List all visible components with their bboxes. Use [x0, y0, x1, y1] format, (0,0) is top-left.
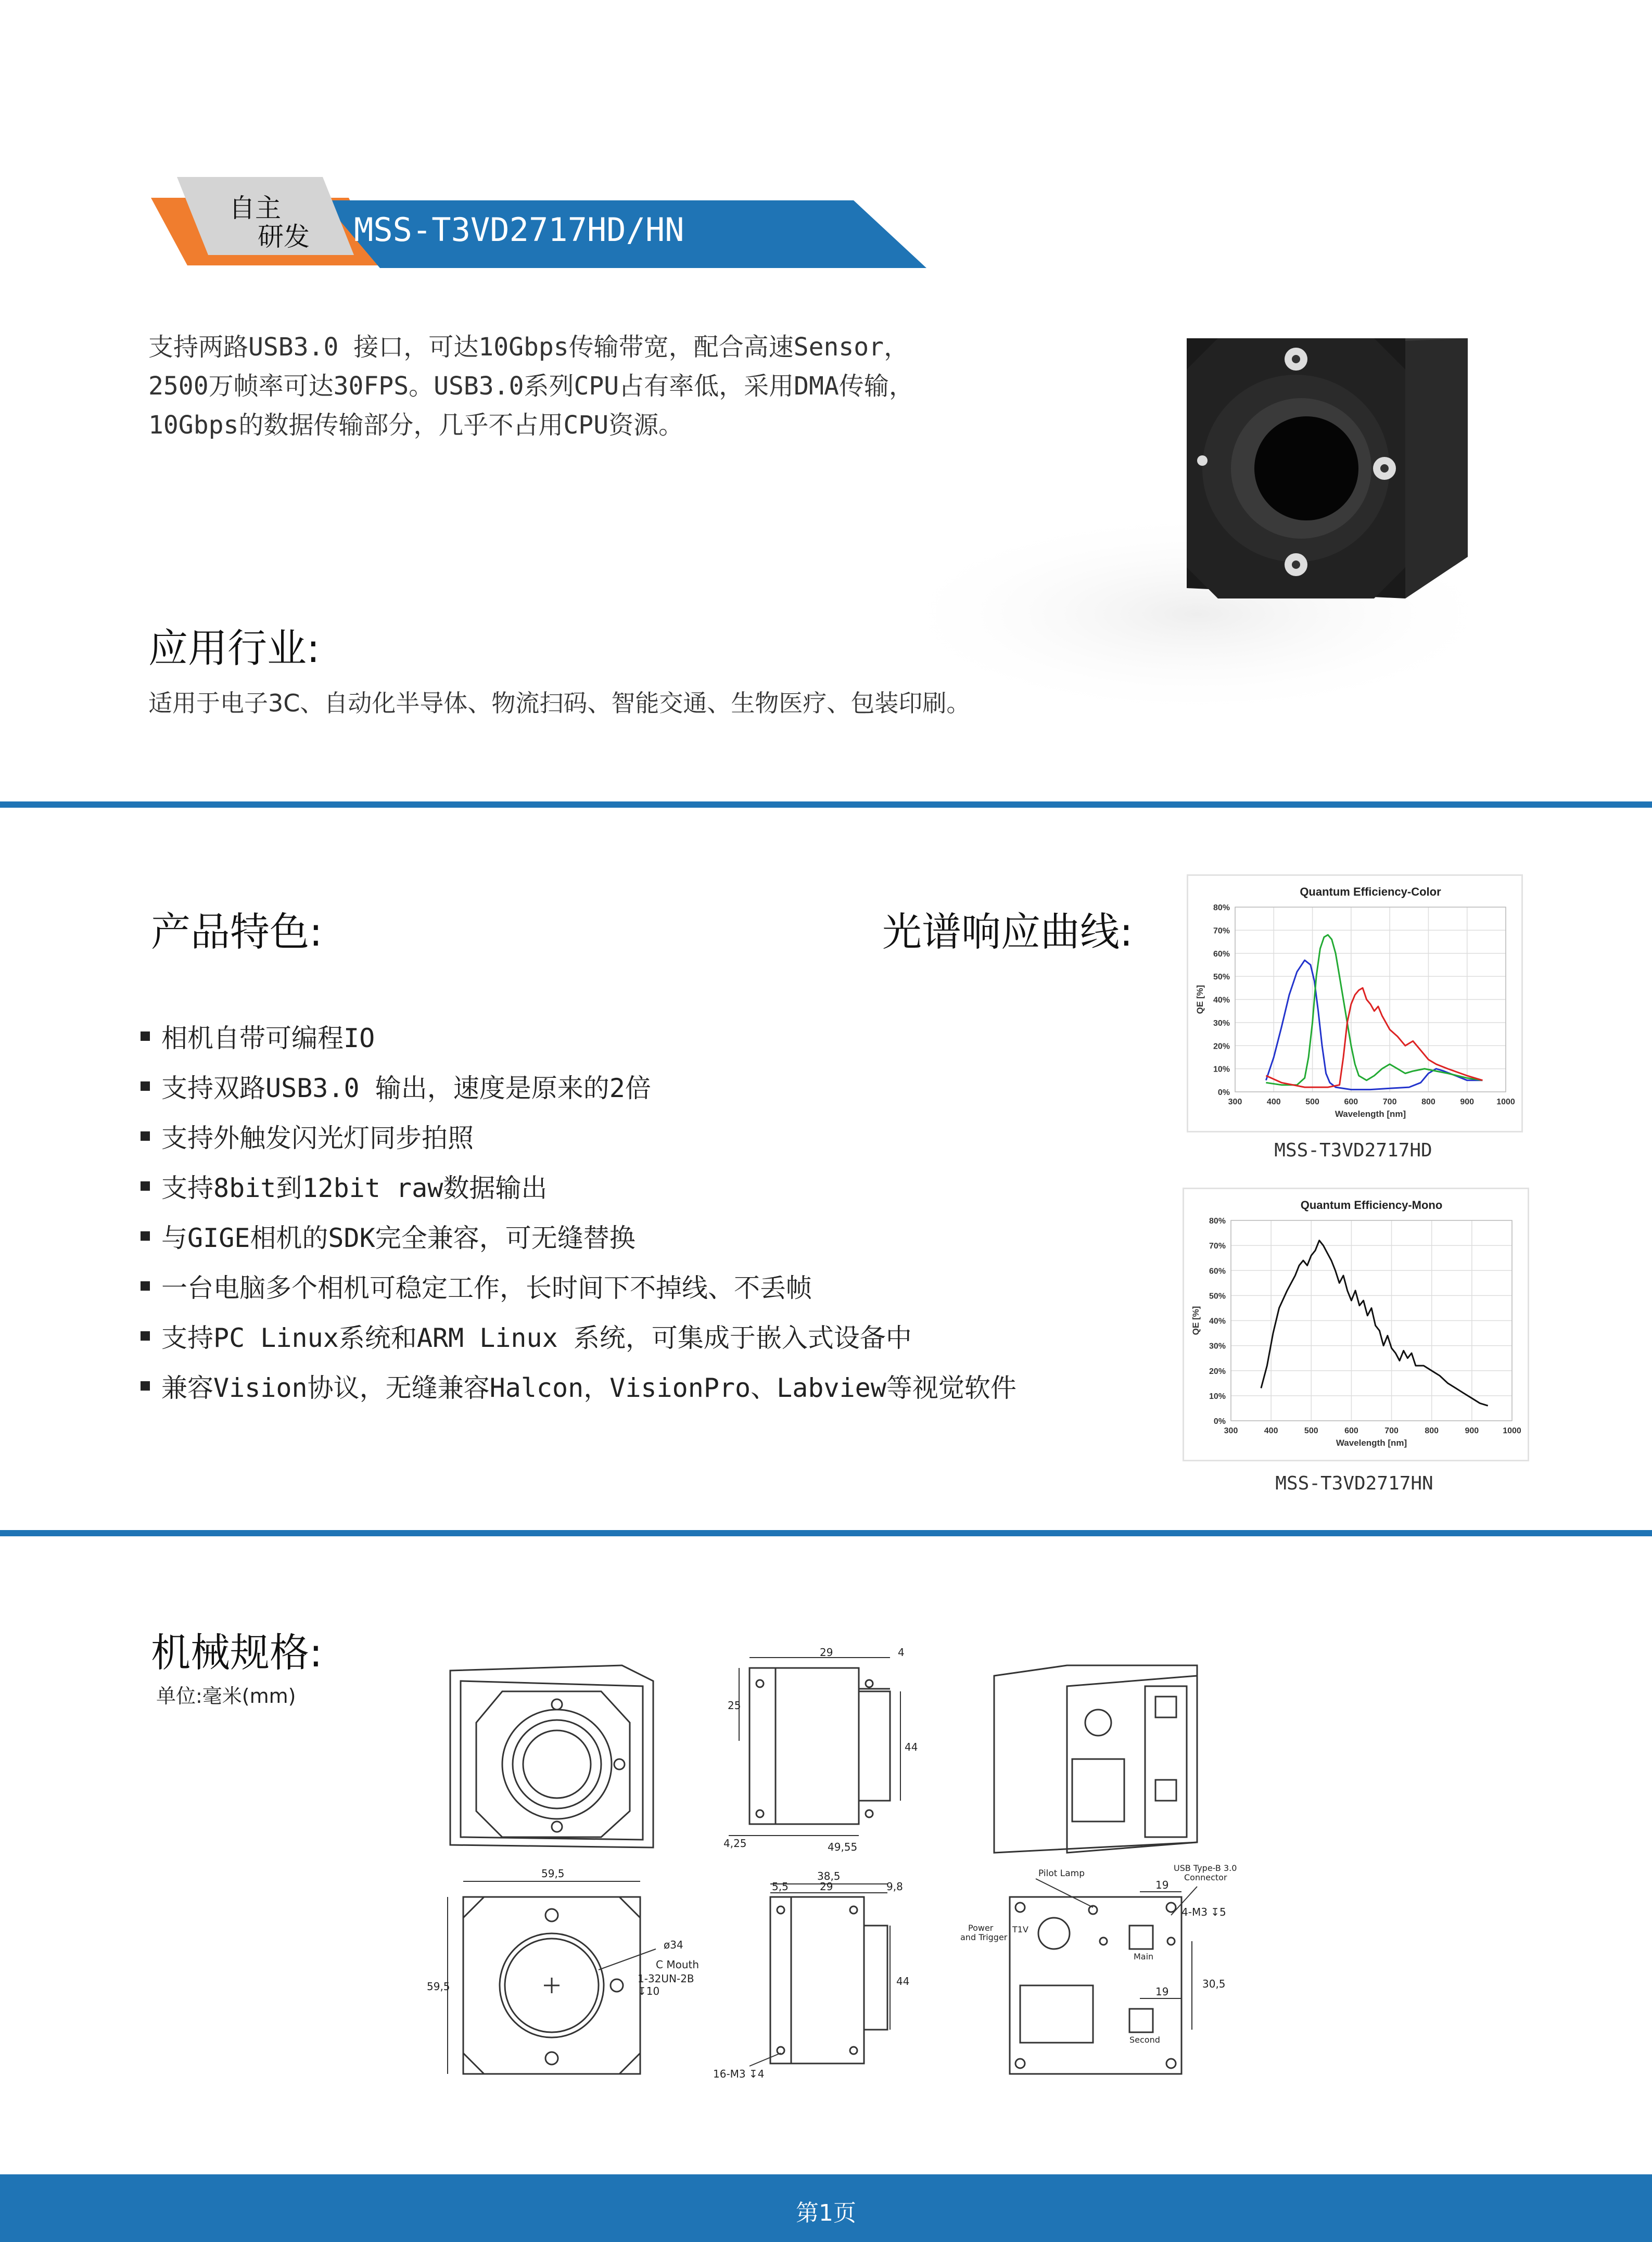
bullet-icon — [141, 1031, 150, 1041]
dim-label: T1V — [1012, 1925, 1028, 1934]
x-tick-label: 800 — [1425, 1426, 1439, 1435]
dim-label: Main — [1134, 1952, 1154, 1961]
dim-label: 4 — [898, 1646, 905, 1659]
intro-line-3: 10Gbps的数据传输部分，几乎不占用CPU资源。 — [148, 411, 684, 440]
qe-mono-chart — [1183, 1188, 1529, 1461]
feature-item — [141, 1367, 1016, 1405]
x-tick-label: 600 — [1344, 1426, 1358, 1435]
y-tick-label: 40% — [1213, 996, 1230, 1005]
dim-label: 9,8 — [886, 1880, 903, 1893]
feature-text: 一台电脑多个相机可稳定工作，长时间下不掉线、不丢帧 — [161, 1273, 812, 1303]
x-tick-label: 300 — [1228, 1098, 1242, 1106]
spectrum-title: 光谱响应曲线: — [882, 909, 1133, 955]
feature-text: 兼容Vision协议，无缝兼容Halcon，VisionPro、Labview等视觉软件 — [161, 1373, 1016, 1403]
dim-label: Pilot Lamp — [1038, 1868, 1085, 1879]
y-tick-label: 60% — [1213, 949, 1230, 959]
dim-label: ø34 — [664, 1939, 683, 1951]
camera-product-image — [885, 323, 1509, 718]
feature-text: 支持PC Linux系统和ARM Linux 系统，可集成于嵌入式设备中 — [161, 1323, 912, 1353]
y-tick-label: 30% — [1213, 1018, 1230, 1028]
drawing-back-view — [958, 1863, 1249, 2087]
y-tick-label: 30% — [1209, 1342, 1226, 1351]
y-tick-label: 50% — [1213, 973, 1230, 982]
chart-title: Quantum Efficiency-Mono — [1300, 1199, 1443, 1212]
qe-mono-chart-svg — [1184, 1189, 1528, 1460]
qe-mono-caption: MSS-T3VD2717HN — [1275, 1473, 1433, 1494]
qe-color-caption: MSS-T3VD2717HD — [1274, 1140, 1432, 1161]
dim-label: 5,5 — [772, 1880, 789, 1893]
page-footer — [0, 2174, 1652, 2242]
dim-label: 38,5 — [817, 1870, 841, 1882]
feature-item — [141, 1117, 474, 1155]
feature-text: 支持外触发闪光灯同步拍照 — [161, 1123, 474, 1153]
dim-label: and Trigger — [960, 1932, 1008, 1942]
dim-label: USB Type-B 3.0 — [1174, 1863, 1237, 1873]
dim-label: 44 — [905, 1741, 918, 1753]
dim-label: C Mouth — [656, 1958, 700, 1971]
feature-item — [141, 1267, 812, 1305]
feature-text: 支持双路USB3.0 输出，速度是原来的2倍 — [161, 1073, 651, 1103]
model-title: MSS-T3VD2717HD/HN — [354, 211, 684, 249]
dim-label: 44 — [896, 1975, 910, 1988]
badge-line-2: 研发 — [258, 222, 310, 252]
y-tick-label: 20% — [1209, 1367, 1226, 1376]
dim-label: Power — [968, 1923, 994, 1933]
dim-label: Connector — [1184, 1872, 1227, 1882]
x-tick-label: 500 — [1305, 1098, 1319, 1106]
intro-line-2: 2500万帧率可达30FPS。USB3.0系列CPU占有率低，采用DMA传输， — [148, 372, 914, 401]
drawing-iso-back — [989, 1655, 1208, 1863]
y-tick-label: 50% — [1209, 1292, 1226, 1301]
chart-title: Quantum Efficiency-Color — [1300, 885, 1441, 898]
x-tick-label: 900 — [1460, 1098, 1475, 1106]
y-axis-label: QE [%] — [1191, 1306, 1201, 1335]
y-tick-label: 70% — [1209, 1242, 1226, 1251]
feature-item — [141, 1217, 636, 1255]
drawing-side-bottom — [708, 1866, 947, 2084]
drawing-iso-front — [445, 1660, 664, 1858]
feature-item — [141, 1067, 651, 1105]
dim-label: 29 — [820, 1646, 833, 1659]
feature-item — [141, 1317, 912, 1355]
x-tick-label: 1000 — [1496, 1098, 1515, 1106]
x-tick-label: 400 — [1264, 1426, 1278, 1435]
feature-text: 支持8bit到12bit raw数据输出 — [161, 1173, 548, 1203]
x-tick-label: 600 — [1344, 1098, 1358, 1106]
feature-item — [141, 1167, 547, 1205]
applications-text: 适用于电子3C、自动化半导体、物流扫码、智能交通、生物医疗、包装印刷。 — [148, 689, 971, 717]
feature-item — [141, 1017, 375, 1055]
dim-label: 59,5 — [541, 1867, 565, 1880]
feature-text: 相机自带可编程IO — [161, 1023, 375, 1053]
series-line — [1266, 988, 1482, 1087]
y-tick-label: 40% — [1209, 1317, 1226, 1326]
dim-label: Second — [1129, 2035, 1160, 2045]
section-divider-2 — [0, 1530, 1652, 1536]
dim-label: 19 — [1155, 1985, 1169, 1998]
x-tick-label: 800 — [1421, 1098, 1435, 1106]
dim-label: 49,55 — [828, 1841, 858, 1853]
y-tick-label: 10% — [1209, 1392, 1226, 1401]
x-tick-label: 400 — [1266, 1098, 1281, 1106]
y-tick-label: 0% — [1217, 1088, 1230, 1097]
drawing-side-top — [723, 1646, 968, 1855]
y-tick-label: 60% — [1209, 1267, 1226, 1276]
qe-color-chart-svg — [1188, 876, 1521, 1131]
section-divider-1 — [0, 801, 1652, 808]
dim-label: 4-M3 ↧5 — [1181, 1906, 1226, 1918]
intro-line-1: 支持两路USB3.0 接口，可达10Gbps传输带宽，配合高速Sensor， — [148, 333, 909, 362]
badge-line-1: 自主 — [229, 193, 281, 223]
qe-color-chart — [1187, 874, 1523, 1132]
y-tick-label: 0% — [1213, 1417, 1226, 1426]
dim-label: 1-32UN-2B ↧10 — [638, 1972, 694, 1997]
y-axis-label: QE [%] — [1195, 985, 1205, 1014]
features-title: 产品特色: — [151, 909, 323, 955]
feature-text: 与GIGE相机的SDK完全兼容，可无缝替换 — [161, 1223, 636, 1253]
bullet-icon — [141, 1231, 150, 1241]
x-tick-label: 500 — [1304, 1426, 1318, 1435]
x-tick-label: 1000 — [1503, 1426, 1521, 1435]
dim-label: 25 — [728, 1699, 741, 1712]
x-tick-label: 900 — [1465, 1426, 1479, 1435]
bullet-icon — [141, 1181, 150, 1191]
y-tick-label: 10% — [1213, 1065, 1230, 1074]
x-tick-label: 700 — [1384, 1426, 1399, 1435]
x-axis-label: Wavelength [nm] — [1336, 1438, 1407, 1448]
bullet-icon — [141, 1081, 150, 1091]
x-axis-label: Wavelength [nm] — [1335, 1109, 1406, 1119]
dim-label: 19 — [1155, 1879, 1169, 1891]
drawing-front-view — [427, 1866, 718, 2084]
y-tick-label: 20% — [1213, 1042, 1230, 1051]
x-tick-label: 300 — [1224, 1426, 1238, 1435]
mechanical-title: 机械规格: — [151, 1629, 323, 1676]
dim-label: 16-M3 ↧4 — [713, 2068, 765, 2080]
y-tick-label: 80% — [1209, 1217, 1226, 1226]
applications-title: 应用行业: — [148, 625, 320, 671]
series-line — [1261, 1241, 1488, 1406]
bullet-icon — [141, 1381, 150, 1391]
x-tick-label: 700 — [1382, 1098, 1397, 1106]
y-tick-label: 80% — [1213, 903, 1230, 912]
page-number: 第1页 — [796, 2200, 856, 2226]
bullet-icon — [141, 1281, 150, 1291]
y-tick-label: 70% — [1213, 926, 1230, 936]
bullet-icon — [141, 1131, 150, 1141]
dim-label: 59,5 — [427, 1980, 450, 1993]
bullet-icon — [141, 1331, 150, 1341]
dim-label: 29 — [820, 1880, 833, 1893]
unit-label: 单位:毫米(mm) — [156, 1685, 296, 1708]
dim-label: 4,25 — [723, 1837, 747, 1850]
dim-label: 30,5 — [1202, 1978, 1226, 1990]
